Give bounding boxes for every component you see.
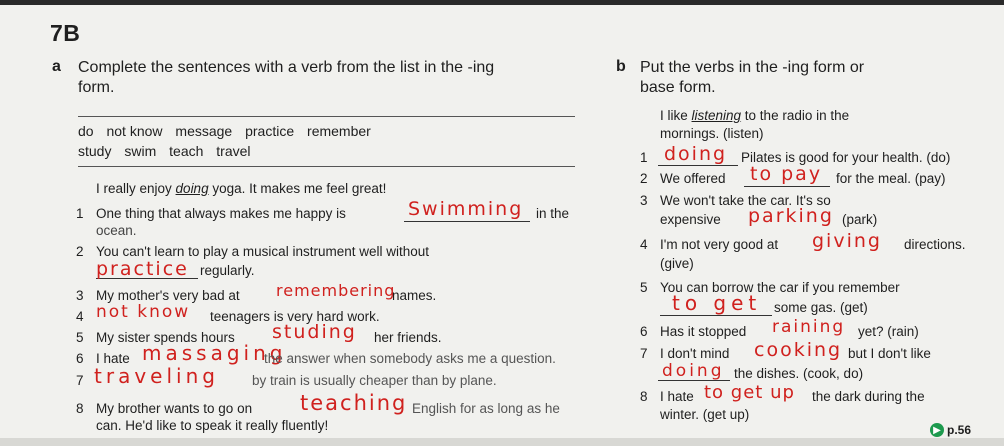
item-text: (park) (842, 212, 878, 227)
handwritten-answer: massaging (142, 341, 287, 365)
example-answer: doing (175, 181, 209, 196)
handwritten-answer: traveling (94, 364, 219, 388)
part-a-title-line1: Complete the sentences with a verb from the list in the -ing (78, 59, 495, 76)
answer-blank (660, 315, 772, 316)
handwritten-answer: practice (96, 258, 189, 280)
part-a-example: I really enjoy doing yoga. It makes me feel great! (96, 181, 387, 196)
item-text: directions. (904, 237, 966, 252)
answer-blank (658, 165, 738, 166)
item-text: by train is usually cheaper than by plane. (252, 373, 497, 388)
item-text: names. (392, 288, 437, 303)
item-number: 8 (640, 389, 648, 404)
bottom-rule (0, 438, 1004, 446)
item-text: in the (536, 206, 570, 221)
part-b-title (640, 58, 864, 98)
answer-blank (744, 186, 830, 187)
item-text: One thing that always makes me happy is (96, 206, 346, 221)
item-number: 8 (76, 401, 84, 416)
part-b-letter: b (616, 58, 626, 75)
item-number: 3 (640, 193, 648, 208)
item-text: winter. (get up) (660, 407, 750, 422)
handwritten-answer: doing (662, 361, 725, 381)
handwritten-answer: remembering (276, 281, 396, 300)
handwritten-answer: not know (96, 302, 191, 322)
word-list-row2 (78, 141, 380, 161)
item-text: the dishes. (cook, do) (734, 366, 864, 381)
handwritten-answer: Swimming (408, 198, 524, 220)
word-item: swim (124, 143, 157, 159)
handwritten-answer: to pay (750, 163, 823, 185)
handwritten-answer: studing (272, 321, 357, 343)
handwritten-answer: teaching (300, 391, 408, 415)
item-text: Pilates is good for your health. (do) (741, 150, 951, 165)
top-rule (0, 0, 1004, 5)
item-number: 2 (640, 171, 648, 186)
item-text: I hate (660, 389, 694, 404)
item-text: I hate (96, 351, 130, 366)
word-item: travel (216, 143, 251, 159)
word-item: remember (307, 123, 371, 139)
handwritten-answer: to get (672, 291, 762, 315)
item-text: for the meal. (pay) (836, 171, 946, 186)
item-number: 4 (640, 237, 648, 252)
item-number: 5 (640, 280, 648, 295)
word-item: study (78, 143, 112, 159)
section-id: 7B (50, 20, 81, 46)
item-number: 5 (76, 330, 84, 345)
item-text: You can't learn to play a musical instrument well without (96, 244, 429, 259)
item-text: her friends. (374, 330, 442, 345)
arrow-right-icon: ▶ (930, 423, 944, 437)
item-text: can. He'd like to speak it really fluently! (96, 418, 329, 433)
part-a-title-line2: form. (78, 79, 115, 96)
item-text: I'm not very good at (660, 237, 779, 252)
item-number: 3 (76, 288, 84, 303)
page-reference-label: p.56 (947, 423, 972, 437)
item-text: My brother wants to go on (96, 401, 253, 416)
item-number: 4 (76, 309, 84, 324)
word-item: practice (245, 123, 295, 139)
item-text: yet? (rain) (858, 324, 919, 339)
item-text: We won't take the car. It's so (660, 193, 831, 208)
item-number: 1 (76, 206, 84, 221)
word-item: not know (106, 123, 163, 139)
item-number: 1 (640, 150, 648, 165)
part-b-example: I like listening to the radio in the (660, 108, 850, 123)
handwritten-answer: parking (748, 205, 834, 227)
item-text: some gas. (get) (774, 300, 868, 315)
item-text: Has it stopped (660, 324, 747, 339)
item-text: We offered (660, 171, 726, 186)
item-text: I don't mind (660, 346, 730, 361)
item-number: 6 (640, 324, 648, 339)
part-b-title-line2: base form. (640, 79, 716, 96)
word-box-top-rule (78, 116, 575, 117)
handwritten-answer: raining (772, 317, 846, 337)
item-text: ocean. (96, 223, 137, 238)
word-item: teach (169, 143, 204, 159)
item-text: teenagers is very hard work. (210, 309, 380, 324)
word-list (78, 121, 380, 161)
page-reference-link[interactable] (930, 423, 971, 437)
example-answer: listening (691, 108, 742, 123)
handwritten-answer: giving (812, 230, 882, 252)
part-a-title (78, 58, 494, 98)
word-item: message (175, 123, 233, 139)
part-b-example-line2: mornings. (listen) (660, 126, 764, 141)
part-a-letter: a (52, 58, 61, 75)
item-text: My mother's very bad at (96, 288, 240, 303)
item-text: the dark during the (812, 389, 925, 404)
item-text: You can borrow the car if you remember (660, 280, 900, 295)
handwritten-answer: cooking (754, 339, 843, 361)
item-number: 7 (76, 373, 84, 388)
word-box-bottom-rule (78, 166, 575, 167)
item-number: 2 (76, 244, 84, 259)
word-list-row1 (78, 121, 380, 141)
handwritten-answer: doing (664, 143, 728, 165)
part-b-title-line1: Put the verbs in the -ing form or (640, 59, 865, 76)
item-text: My sister spends hours (96, 330, 235, 345)
word-item: do (78, 123, 94, 139)
item-number: 7 (640, 346, 648, 361)
item-text: expensive (660, 212, 721, 227)
item-text: English for as long as he (412, 401, 560, 416)
handwritten-answer: to get up (704, 382, 795, 403)
item-text: but I don't like (848, 346, 931, 361)
item-number: 6 (76, 351, 84, 366)
item-text: (give) (660, 256, 694, 271)
item-text: regularly. (200, 263, 255, 278)
item-text: the answer when somebody asks me a question. (264, 351, 556, 366)
answer-blank (404, 221, 530, 222)
